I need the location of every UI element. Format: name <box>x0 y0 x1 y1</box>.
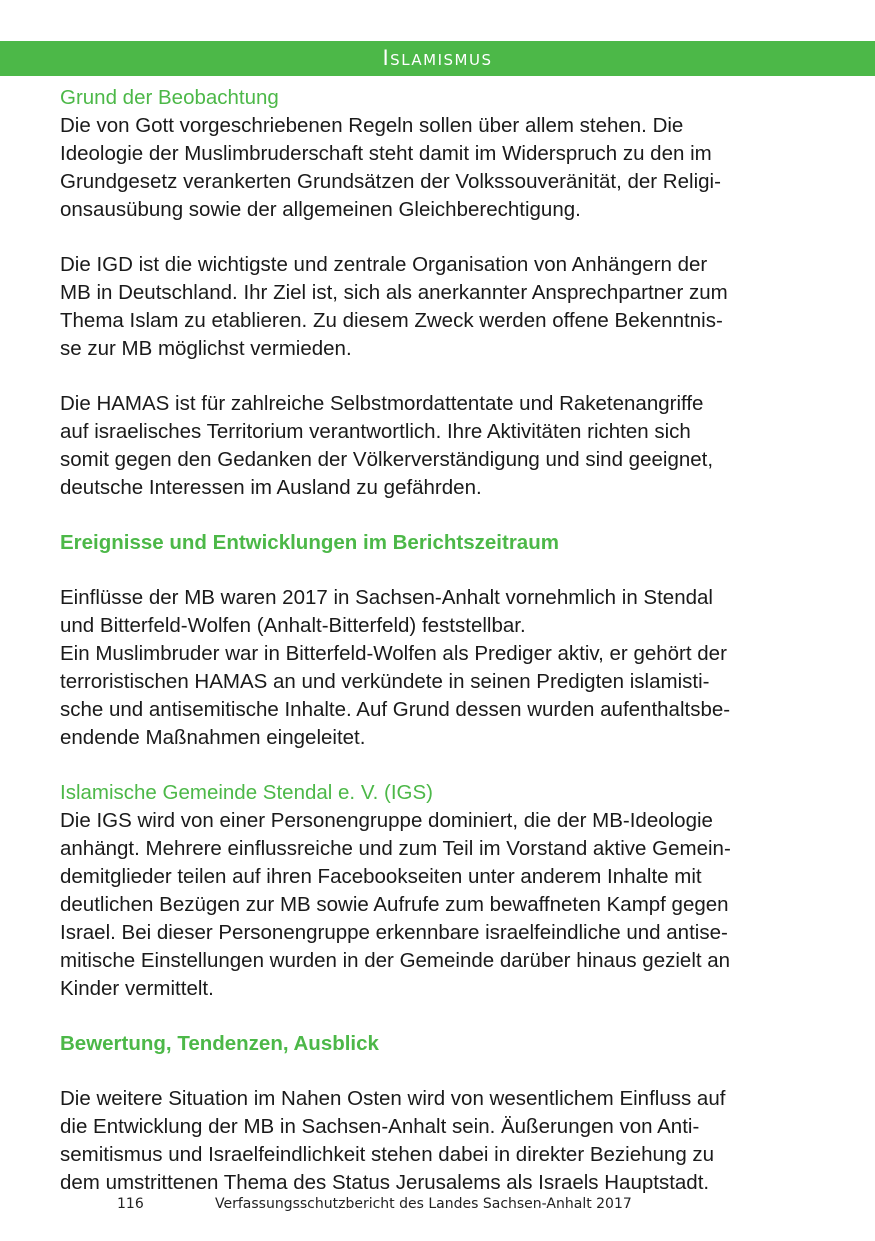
text-line: Ideologie der Muslimbruderschaft steht damit im Widerspruch zu den im <box>60 142 712 165</box>
section-header-title: Islamismus <box>382 46 493 70</box>
text-line: Einflüsse der MB waren 2017 in Sachsen-Anhalt vornehmlich in Stendal <box>60 586 713 609</box>
page-content <box>60 84 815 1197</box>
page-number: 116 <box>117 1196 144 1212</box>
text-line: Die HAMAS ist für zahlreiche Selbstmordattentate und Raketenangriffe <box>60 392 704 415</box>
page-footer <box>0 1196 875 1218</box>
text-line: Kinder vermittelt. <box>60 977 214 1000</box>
text-line: Die von Gott vorgeschriebenen Regeln sollen über allem stehen. Die <box>60 114 684 137</box>
text-line: Die weitere Situation im Nahen Osten wird von wesentlichem Einfluss auf <box>60 1087 726 1110</box>
text-line: sche und antisemitische Inhalte. Auf Grund dessen wurden aufenthaltsbe- <box>60 698 731 721</box>
text-line: MB in Deutschland. Ihr Ziel ist, sich als anerkannter Ansprechpartner zum <box>60 281 728 304</box>
text-line: deutsche Interessen im Ausland zu gefährden. <box>60 476 482 499</box>
text-line: Grundgesetz verankerten Grundsätzen der Volkssouveränität, der Religi- <box>60 170 721 193</box>
subheading-igs: Islamische Gemeinde Stendal e. V. (IGS) <box>60 781 433 804</box>
text-line: dem umstrittenen Thema des Status Jerusalems als Israels Hauptstadt. <box>60 1171 710 1194</box>
text-line: somit gegen den Gedanken der Völkerverständigung und sind geeignet, <box>60 448 714 471</box>
text-line: Ein Muslimbruder war in Bitterfeld-Wolfen als Prediger aktiv, er gehört der <box>60 642 727 665</box>
paragraph-grund-2 <box>60 251 815 363</box>
paragraph-ereignisse <box>60 584 815 752</box>
text-line: mitische Einstellungen wurden in der Gemeinde darüber hinaus gezielt an <box>60 949 731 972</box>
text-line: semitismus und Israelfeindlichkeit stehen dabei in direkter Beziehung zu <box>60 1143 715 1166</box>
text-line: Israel. Bei dieser Personengruppe erkennbare israelfeindliche und antise- <box>60 921 728 944</box>
text-line: se zur MB möglichst vermieden. <box>60 337 352 360</box>
footer-title: Verfassungsschutzbericht des Landes Sachsen-Anhalt 2017 <box>215 1196 632 1212</box>
paragraph-igs <box>60 807 815 1003</box>
text-line: Thema Islam zu etablieren. Zu diesem Zweck werden offene Bekenntnis- <box>60 309 723 332</box>
text-line: Die IGD ist die wichtigste und zentrale Organisation von Anhängern der <box>60 253 708 276</box>
text-line: auf israelisches Territorium verantwortlich. Ihre Aktivitäten richten sich <box>60 420 691 443</box>
text-line: deutlichen Bezügen zur MB sowie Aufrufe zum bewaffneten Kampf gegen <box>60 893 729 916</box>
paragraph-grund-1 <box>60 112 815 224</box>
heading-ereignisse: Ereignisse und Entwicklungen im Berichtszeitraum <box>60 531 559 554</box>
subheading-grund: Grund der Beobachtung <box>60 86 279 109</box>
text-line: und Bitterfeld-Wolfen (Anhalt-Bitterfeld) feststellbar. <box>60 614 526 637</box>
text-line: demitglieder teilen auf ihren Facebookseiten unter anderem Inhalte mit <box>60 865 702 888</box>
text-line: Die IGS wird von einer Personengruppe dominiert, die der MB-Ideologie <box>60 809 713 832</box>
heading-bewertung: Bewertung, Tendenzen, Ausblick <box>60 1032 379 1055</box>
paragraph-bewertung <box>60 1085 815 1197</box>
text-line: endende Maßnahmen eingeleitet. <box>60 726 366 749</box>
text-line: terroristischen HAMAS an und verkündete in seinen Predigten islamisti- <box>60 670 710 693</box>
text-line: anhängt. Mehrere einflussreiche und zum Teil im Vorstand aktive Gemein- <box>60 837 731 860</box>
paragraph-grund-3 <box>60 390 815 502</box>
text-line: die Entwicklung der MB in Sachsen-Anhalt sein. Äußerungen von Anti- <box>60 1115 700 1138</box>
text-line: onsausübung sowie der allgemeinen Gleichberechtigung. <box>60 198 581 221</box>
section-header-bar <box>0 41 875 76</box>
